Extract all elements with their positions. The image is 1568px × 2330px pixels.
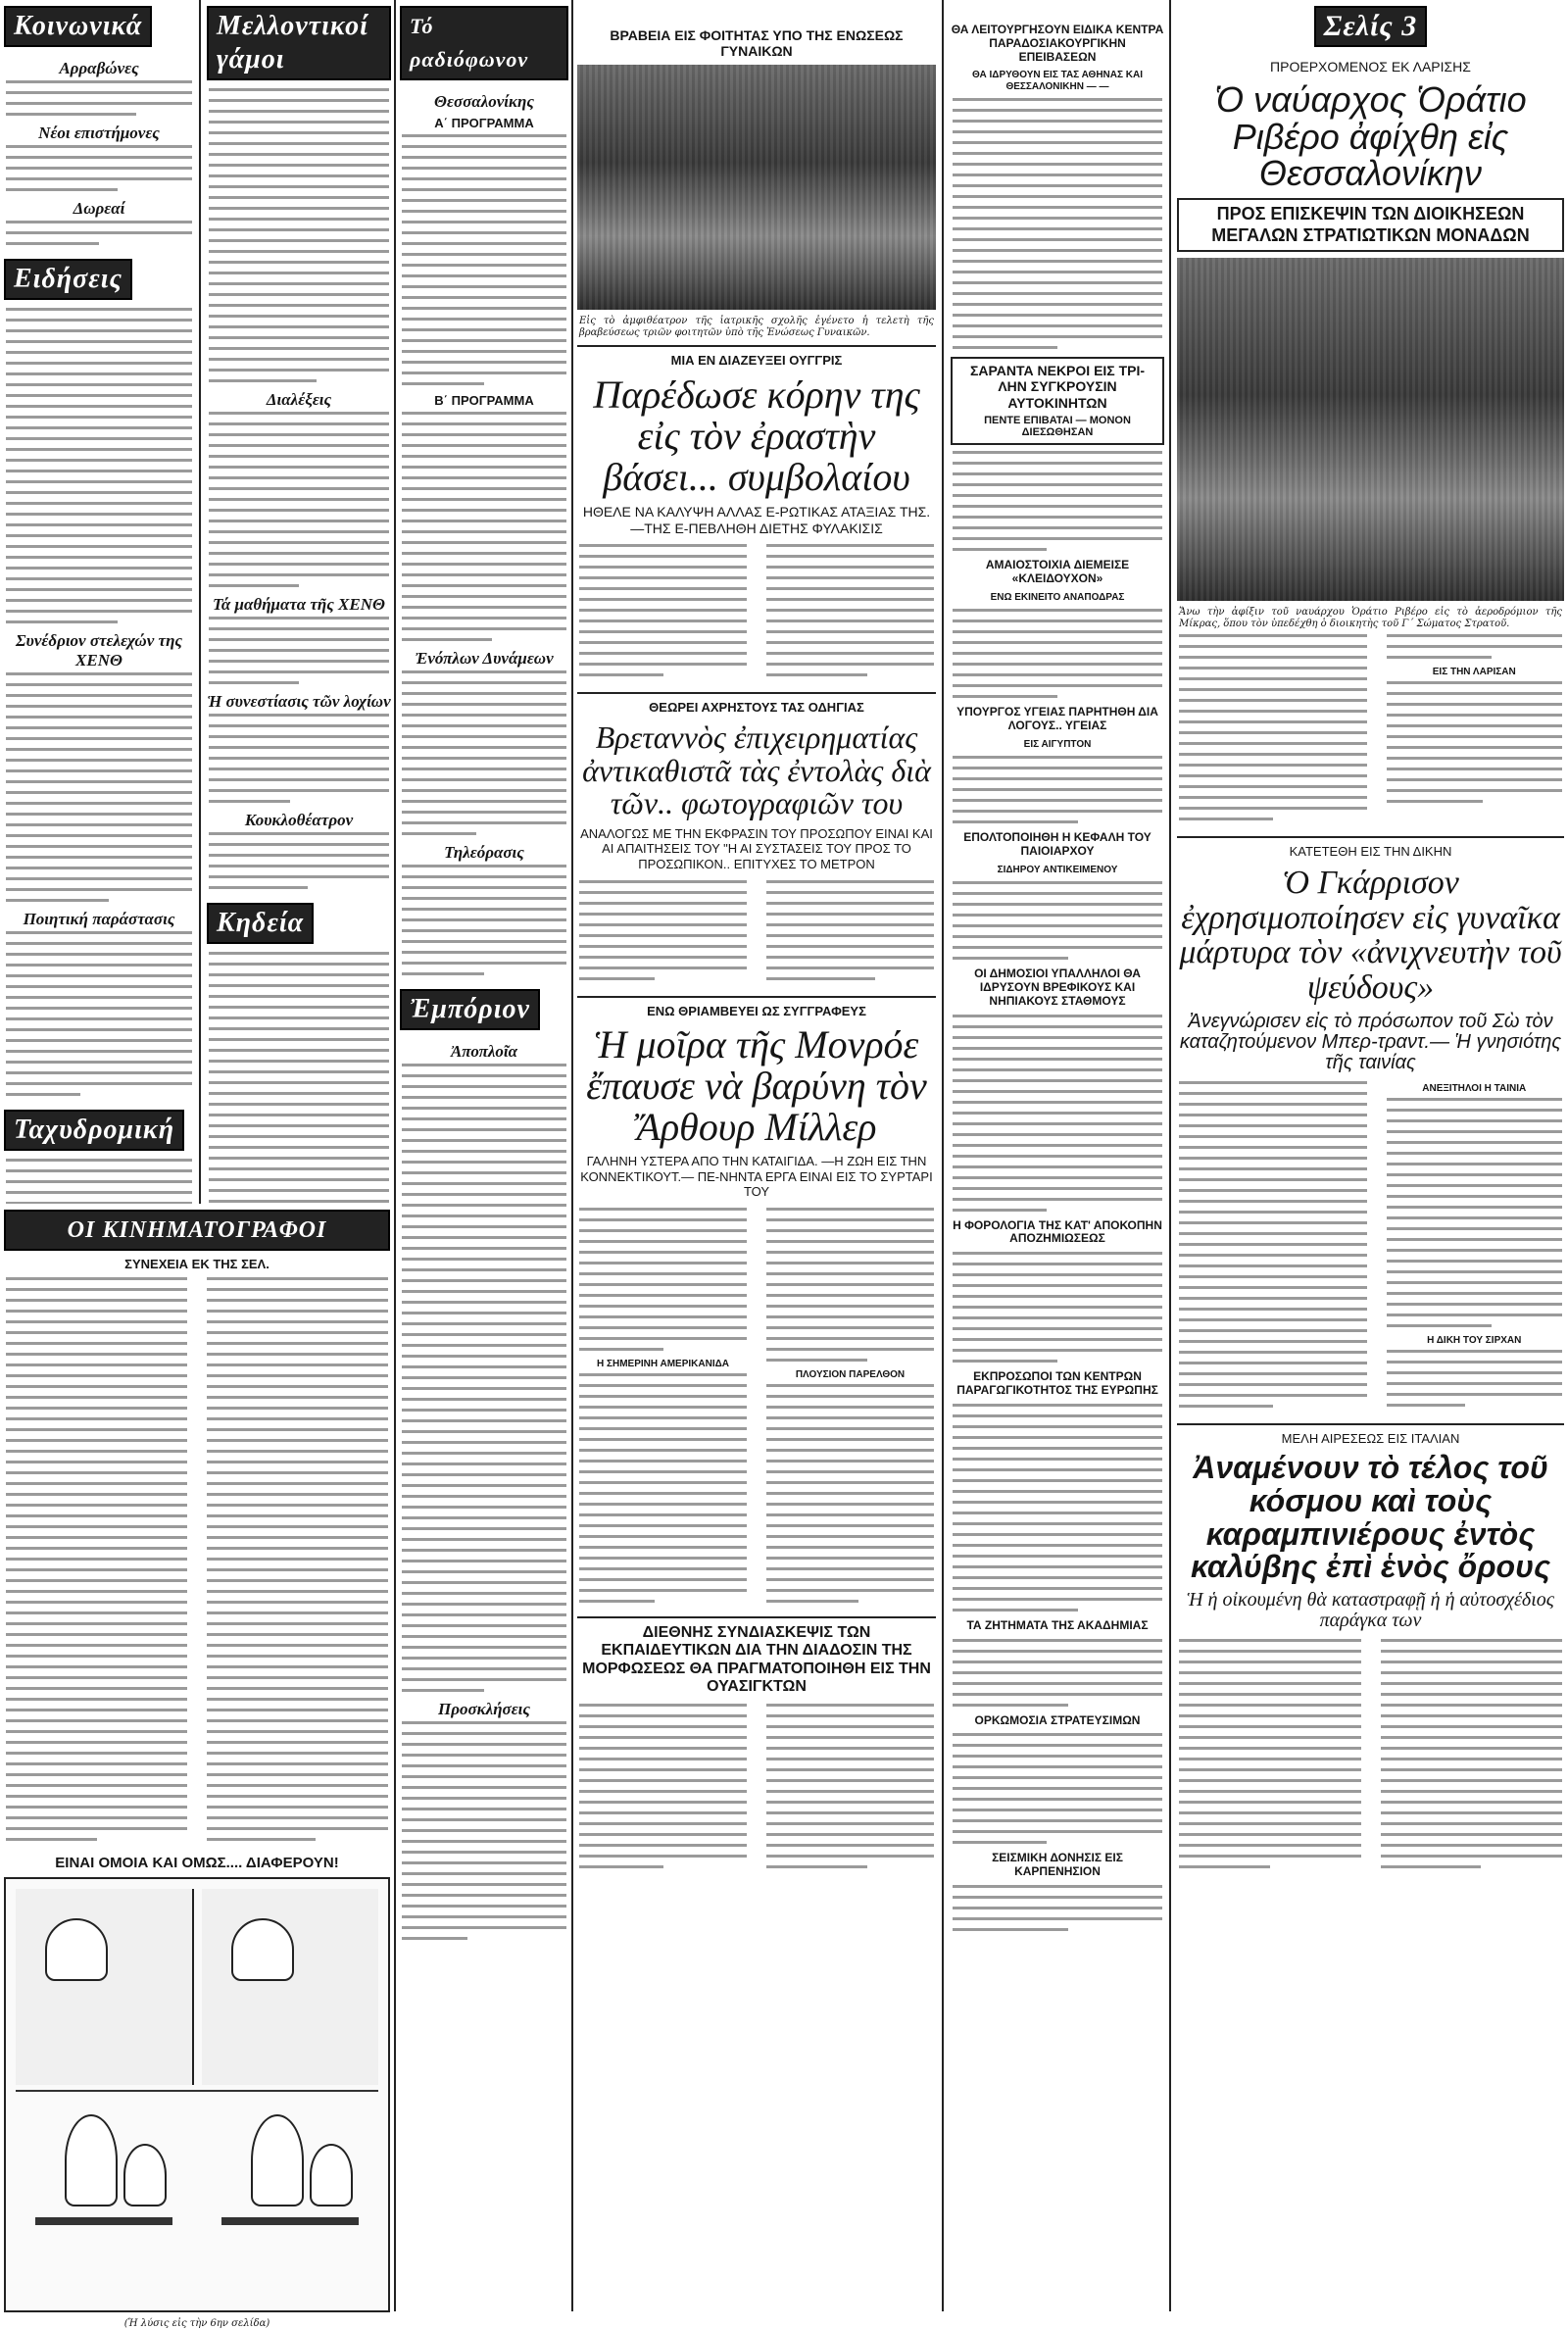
text-block (766, 544, 934, 684)
subhead-sirhan: Η ΔΙΚΗ ΤΟΥ ΣΙΡΧΑΝ (1427, 1334, 1522, 1346)
deck-hungarian: ΗΘΕΛΕ ΝΑ ΚΑΛΥΨΗ ΑΛΛΑΣ Ε-ΡΩΤΙΚΑΣ ΑΤΑΞΙΑΣ ΤΗΣ.—ΤΗΣ Ε-ΠΕΒΛΗΘΗ ΔΙΕΤΗΣ ΦΥΛΑΚΙΣΙΣ (582, 503, 931, 536)
admiral-photo-caption: Ἄνω τὴν ἀφίξιν τοῦ ναυάρχου Ὁράτιο Ριβέρο εἰς τὸ ἀεροδρόμιον τῆς Μίκρας, ὅπου τὸν ὑπεδέχθη ὁ διοικητὴς τοῦ Γ΄ Σώματος Στρατοῦ. (1179, 607, 1562, 630)
headline-educators: ΔΙΕΘΝΗΣ ΣΥΝΔΙΑΣΚΕΨΙΣ ΤΩΝ ΕΚΠΑΙΔΕΥΤΙΚΩΝ ΔΙΑ ΤΗΝ ΔΙΑΔΟΣΙΝ ΤΗΣ ΜΟΡΦΩΣΕΩΣ ΘΑ ΠΡΑΓΜΑΤΟΠΟΙΗΘΗ ΕΙΣ ΤΗΝ ΟΥΑΣΙΓΚΤΩΝ (582, 1623, 931, 1696)
text-block (1179, 1639, 1361, 1876)
subhead-donations: Δωρεαί (73, 199, 125, 218)
headline-health: ΥΠΟΥΡΓΟΣ ΥΓΕΙΑΣ ΠΑΡΗΤΗΘΗ ΔΙΑ ΛΟΓΟΥΣ.. ΥΓΕΙΑΣ (956, 705, 1158, 732)
subhead-poetry: Ποιητική παράστασις (23, 910, 175, 928)
text-block (953, 98, 1162, 349)
subhead-kouklotheatro: Κουκλοθέατρον (244, 811, 354, 829)
section-banner-news: Ειδήσεις (4, 259, 132, 300)
headline-briton: Βρεταννὸς ἐπιχειρηματίας ἀντικαθιστᾶ τὰς ἐντολὰς διὰ τῶν.. φωτογραφιῶν του (582, 719, 931, 821)
headline-academy: ΤΑ ΖΗΤΗΜΑΤΑ ΤΗΣ ΑΚΑΔΗΜΙΑΣ (966, 1617, 1149, 1632)
photo-caption: Εἰς τὸ ἀμφιθέατρον τῆς ἰατρικῆς σχολῆς ἐγένετο ἡ τελετὴ τῆς βραβεύσεως τριῶν φοιτητῶν ὑπὸ τῆς Ἑνώσεως Γυναικῶν. (579, 316, 934, 339)
subhead-hen-meeting: Συνέδριον στελεχών της ΧΕΝΘ (16, 631, 182, 669)
headline-italy: Ἀναμένουν τὸ τέλος τοῦ κόσμου καὶ τοὺς καραμπινιέρους ἐντὸς καλύβης ἐπὶ ἑνὸς ὄρους (1190, 1450, 1551, 1585)
cartoon-caption: (Ἡ λύσις εἰς τὴν 6ην σελίδα) (123, 2318, 270, 2329)
deck-italy: Ἡ ἡ οἰκουμένη θὰ καταστραφῇ ἡ ἡ αὐτοσχέδιος παράγκα των (1187, 1588, 1554, 1631)
text-block (953, 1733, 1162, 1844)
subhead-past: ΠΛΟΥΣΙΟΝ ΠΑΡΕΛΘΟΝ (795, 1368, 906, 1380)
text-block (1387, 1350, 1563, 1407)
column-briefs (947, 0, 1168, 2311)
divider (577, 345, 936, 347)
deck-health: ΕΙΣ ΑΙΓΥΠΤΟΝ (1023, 738, 1092, 750)
divider (577, 996, 936, 998)
text-block (402, 1721, 566, 1940)
text-block (402, 1064, 566, 1692)
cinema-intro: ΣΥΝΕΧΕΙΑ ΕΚ ΤΗΣ ΣΕΛ. (124, 1257, 270, 1271)
text-block (402, 670, 566, 835)
text-block (6, 80, 192, 116)
text-block (1381, 1639, 1563, 1876)
box-crash (951, 357, 1164, 445)
kicker-italy: ΜΕΛΗ ΑΙΡΕΣΕΩΣ ΕΙΣ ΙΤΑΛΙΑΝ (1281, 1430, 1460, 1446)
cartoon-title: ΕΙΝΑΙ ΟΜΟΙΑ ΚΑΙ ΟΜΩΣ.... ΔΙΑΦΕΡΟΥΝ! (55, 1855, 339, 1871)
text-block (1387, 634, 1563, 659)
text-block (1387, 681, 1563, 803)
text-block (209, 412, 389, 587)
column-lead (1173, 0, 1568, 2311)
students-award-photo (577, 65, 936, 310)
column-features (573, 0, 940, 2311)
text-block (766, 1704, 934, 1876)
subhead-new-graduates: Νέοι επιστήμονες (38, 124, 160, 142)
deck-crash: ΠΕΝΤΕ ΕΠΙΒΑΤΑΙ — ΜΟΝΟΝ ΔΙΕΣΩΘΗΣΑΝ (984, 414, 1131, 439)
text-block (953, 1015, 1162, 1212)
subhead-armed-forces: Ἐνόπλων Δυνάμεων (415, 649, 554, 668)
deck-centers: ΘΑ ΙΔΡΥΘΟΥΝ ΕΙΣ ΤΑΣ ΑΘΗΝΑΣ ΚΑΙ ΘΕΣΣΑΛΟΝΙΚΗΝ — — (971, 70, 1143, 92)
subhead-b-program: Β΄ ΠΡΟΓΡΑΜΜΑ (434, 393, 534, 408)
text-block (766, 880, 934, 988)
headline-oath: ΟΡΚΩΜΟΣΙΑ ΣΤΡΑΤΕΥΣΙΜΩΝ (974, 1712, 1141, 1727)
headline-ambush: ΑΜΑΙΟΣΤΟΙΧΙΑ ΔΙΕΜΕΙΣΕ «ΚΛΕΙΔΟΥΧΟΝ» (985, 557, 1130, 585)
text-block (1179, 634, 1367, 828)
headline-head: ΕΠΟΛΤΟΠΟΙΗΘΗ Η ΚΕΦΑΛΗ ΤΟΥ ΠΑΙΟΙΑΡΧΟΥ (963, 830, 1152, 858)
headline-crash: ΣΑΡΑΝΤΑ ΝΕΚΡΟΙ ΕΙΣ ΤΡΙ-ΛΗΝ ΣΥΓΚΡΟΥΣΙΝ ΑΥΤΟΚΙΝΗΤΩΝ (969, 363, 1146, 411)
subhead-larisa: ΕΙΣ ΤΗΝ ΛΑΡΙΣΑΝ (1432, 667, 1516, 678)
text-block (953, 609, 1162, 698)
text-block (6, 931, 192, 1096)
text-block (579, 544, 747, 684)
text-block (953, 451, 1162, 551)
text-block (6, 308, 192, 623)
headline-trial: Ὁ Γκάρρισον ἐχρησιμοποίησεν εἰς γυναῖκα μάρτυρα τὸν «ἀνιχνευτὴν τοῦ ψεύδους» (1179, 864, 1562, 1007)
text-block (953, 1404, 1162, 1611)
subhead-tv: Τηλεόρασις (444, 843, 524, 862)
deck-miller: ΓΑΛΗΝΗ ΥΣΤΕΡΑ ΑΠΟ ΤΗΝ ΚΑΤΑΙΓΙΔΑ. —Η ΖΩΗ ΕΙΣ ΤΗΝ ΚΟΝΝΕΚΤΙΚΟΥΤ.— ΠΕ-ΝΗΝΤΑ ΕΡΓΑ ΕΙΝΑΙ ΕΙΣ ΤΟ ΣΥΡΤΑΡΙ ΤΟΥ (580, 1154, 933, 1200)
cinema-listings-right (207, 1277, 388, 1849)
kicker-admiral: ΠΡΟΕΡΧΟΜΕΝΟΣ ΕΚ ΛΑΡΙΣΗΣ (1270, 59, 1471, 74)
text-block (579, 1208, 747, 1351)
divider (1177, 836, 1564, 838)
text-block (953, 1639, 1162, 1707)
deck-admiral: ΠΡΟΣ ΕΠΙΣΚΕΨΙΝ ΤΩΝ ΔΙΟΙΚΗΣΕΩΝ ΜΕΓΑΛΩΝ ΣΤΡΑΤΙΩΤΙΚΩΝ ΜΟΝΑΔΩΝ (1211, 204, 1530, 245)
subhead-lectures: Διαλέξεις (266, 390, 332, 409)
text-block (402, 412, 566, 641)
text-block (579, 880, 747, 988)
subhead-invitations: Προσκλήσεις (438, 1700, 530, 1718)
deck-briton: ΑΝΑΛΟΓΩΣ ΜΕ ΤΗΝ ΕΚΦΡΑΣΙΝ ΤΟΥ ΠΡΟΣΩΠΟΥ ΕΙΝΑΙ ΚΑΙ ΑΙ ΑΠΑΙΤΗΣΕΙΣ ΤΟΥ "Η ΑΙ ΣΥΣΤΑΣΕΙΣ ΤΟΥ ΠΡΟΣ ΤΟ ΠΡΟΣΩΠΙΚΟΝ.. ΕΠΙΤΥΧΕΣ ΤΟ ΜΕΤΡΟΝ (580, 825, 933, 871)
text-block (579, 1704, 747, 1876)
cinema-listings-left (6, 1277, 187, 1849)
text-block (6, 145, 192, 191)
text-block (766, 1384, 934, 1603)
text-block (953, 756, 1162, 823)
deck-trial: Ἀνεγνώρισεν εἰς τὸ πρόσωπον τοῦ Σὼ τὸν καταζητούμενον Μπερ-τραντ.— Ἡ γνησιότης τῆς ταινίας (1179, 1010, 1562, 1073)
subhead-ballet: Τά μαθήματα τῆς ΧΕΝΘ (213, 595, 385, 614)
divider (577, 1616, 936, 1618)
subhead-departures: Ἀποπλοῖα (450, 1042, 518, 1061)
cartoon-spot-the-difference (4, 1877, 390, 2312)
text-block (766, 1208, 934, 1362)
text-block (402, 865, 566, 975)
admiral-photo (1177, 258, 1564, 601)
section-banner-social: Κοινωνικά (4, 6, 152, 47)
text-block (1179, 1081, 1367, 1415)
section-banner-weddings: Μελλοντικοί γάμοι (207, 6, 391, 80)
subhead-thessaloniki: Θεσσαλονίκης (434, 92, 534, 111)
subhead-engagements: Αρραβώνες (59, 59, 139, 77)
page-number-banner: Σελίς 3 (1314, 6, 1427, 47)
text-block (209, 617, 389, 684)
text-block (402, 134, 566, 385)
section-banner-trade: Ἐμπόριον (400, 989, 540, 1030)
subhead-contests: Ἡ συνεστίασις τῶν λοχίων (207, 692, 391, 711)
headline-admiral: Ὁ ναύαρχος Ὁράτιο Ριβέρο ἀφίχθη εἰς Θεσσαλονίκην (1214, 78, 1527, 194)
headline-hungarian: Παρέδωσε κόρην της εἰς τὸν ἐραστὴν βάσει... συμβολαίου (593, 372, 920, 499)
kicker-miller: ΕΝΩ ΘΡΙΑΜΒΕΥΕΙ ΩΣ ΣΥΓΓΡΑΦΕΥΣ (647, 1003, 866, 1018)
text-block (209, 832, 389, 889)
headline-centers: ΘΑ ΛΕΙΤΟΥΡΓΗΣΟΥΝ ΕΙΔΙΚΑ ΚΕΝΤΡΑ ΠΑΡΑΔΟΣΙΑΚΟΥΡΓΙΚΗΝ ΕΠΕΙΒΑΣΕΩΝ (951, 23, 1164, 64)
text-block (953, 1885, 1162, 1931)
section-banner-cinemas: ΟΙ ΚΙΝΗΜΑΤΟΓΡΑΦΟΙ (4, 1210, 390, 1251)
kicker-hungarian: ΜΙΑ ΕΝ ΔΙΑΖΕΥΞΕΙ ΟΥΓΓΡΙΣ (670, 353, 843, 369)
text-block (1387, 1098, 1563, 1327)
text-block (579, 1373, 747, 1603)
photo-headline: ΒΡΑΒΕΙΑ ΕΙΣ ΦΟΙΤΗΤΑΣ ΥΠΟ ΤΗΣ ΕΝΩΣΕΩΣ ΓΥΝΑΙΚΩΝ (610, 27, 904, 60)
text-block (953, 1252, 1162, 1363)
deck-head: ΣΙΔΗΡΟΥ ΑΝΤΙΚΕΙΜΕΝΟΥ (997, 864, 1118, 875)
deck-admiral-box (1177, 198, 1564, 252)
subhead-film: ΑΝΕΞΙΤΗΛΟΙ Η ΤΑΙΝΙΑ (1422, 1082, 1527, 1094)
text-block (209, 714, 389, 803)
section-banner-mail: Ταχυδρομική (4, 1110, 184, 1151)
text-block (6, 221, 192, 245)
divider (1177, 1423, 1564, 1425)
section-banner-radio: Τό ραδιόφωνον (400, 6, 568, 80)
subhead-american: Η ΣΗΜΕΡΙΝΗ ΑΜΕΡΙΚΑΝΙΔΑ (596, 1358, 730, 1369)
column-rule (942, 0, 944, 2311)
column-radio (396, 0, 572, 2311)
headline-tax: Η ΦΟΡΟΛΟΓΙΑ ΤΗΣ ΚΑΤ' ΑΠΟΚΟΠΗΝ ΑΠΟΖΗΜΙΩΣΕΩΣ (953, 1217, 1162, 1246)
kicker-trial: ΚΑΤΕΤΕΘΗ ΕΙΣ ΤΗΝ ΔΙΚΗΝ (1289, 844, 1452, 860)
deck-ambush: ΕΝΩ ΕΚΙΝΕΙΤΟ ΑΝΑΠΟΔΡΑΣ (990, 591, 1125, 603)
divider (577, 692, 936, 694)
text-block (209, 88, 389, 382)
text-block (6, 672, 192, 902)
headline-quakes: ΣΕΙΣΜΙΚΗ ΔΟΝΗΣΙΣ ΕΙΣ ΚΑΡΠΕΝΗΣΙΟΝ (992, 1851, 1123, 1879)
cinemas-section (0, 1204, 394, 2329)
text-block (953, 881, 1162, 960)
column-rule (1169, 0, 1171, 2311)
headline-miller: Ἡ μοῖρα τῆς Μονρόε ἔπαυσε νὰ βαρύνη τὸν Ἄρθουρ Μίλλερ (586, 1022, 927, 1150)
section-banner-deaths: Κηδεία (207, 903, 314, 944)
headline-europe: ΕΚΠΡΟΣΩΠΟΙ ΤΩΝ ΚΕΝΤΡΩΝ ΠΑΡΑΓΩΓΙΚΟΤΗΤΟΣ ΤΗΣ ΕΥΡΩΠΗΣ (956, 1369, 1158, 1398)
headline-nurseries: ΟΙ ΔΗΜΟΣΙΟΙ ΥΠΑΛΛΗΛΟΙ ΘΑ ΙΔΡΥΣΟΥΝ ΒΡΕΦΙΚΟΥΣ ΚΑΙ ΝΗΠΙΑΚΟΥΣ ΣΤΑΘΜΟΥΣ (974, 967, 1141, 1008)
kicker-briton: ΘΕΩΡΕΙ ΑΧΡΗΣΤΟΥΣ ΤΑΣ ΟΔΗΓΙΑΣ (649, 700, 864, 716)
subhead-a-program: Α΄ ΠΡΟΓΡΑΜΜΑ (434, 116, 534, 130)
